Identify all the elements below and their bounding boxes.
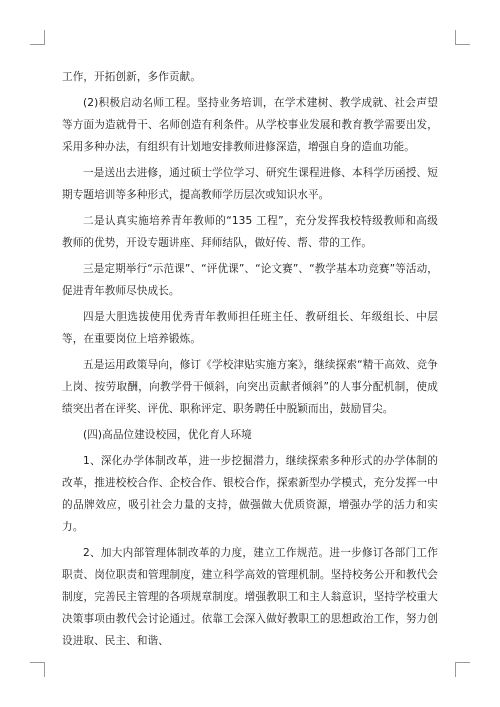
paragraph: 二是认真实施培养青年教师的“135 工程”，充分发挥我校特级教师和高级教师的优势，开设专题讲座、拜师结队，做好传、帮、带的工作。 xyxy=(62,215,438,249)
crop-mark-top-right xyxy=(455,30,470,45)
paragraph: 1、深化办学体制改革，进一步挖掘潜力，继续探索多种形式的办学体制的改革，推进校校合作、企校合作、银校合作，探索新型办学模式，充分发挥一中的品牌效应，吸引社会力量的支持，做强做大优质资源，增强办学的活力和实力。 xyxy=(62,455,438,533)
paragraph: 一是送出去进修，通过硕士学位学习、研究生课程进修、本科学历函授、短期专题培训等多种形式，提高教师学历层次或知识水平。 xyxy=(62,167,438,201)
paragraph: 2、加大内部管理体制改革的力度，建立工作规范。进一步修订各部门工作职责、岗位职责和管理制度，建立科学高效的管理机制。坚持校务公开和教代会制度，完善民主管理的各项规章制度。增强教职工和主人翁意识，坚持学校重大决策事项由教代会讨论通过。依靠工会深入做好教职工的思想政治工作，努力创设进取、民主、和谐、 xyxy=(62,547,438,647)
paragraph: 工作，开拓创新，多作贡献。 xyxy=(62,71,202,83)
paragraph: 三是定期举行“示范课”、“评优课”、“论文赛”、“教学基本功竞赛”等活动，促进青年教师尽快成长。 xyxy=(62,263,438,297)
section-heading: (四)高品位建设校园，优化育人环境 xyxy=(83,429,252,441)
crop-mark-bottom-left xyxy=(30,662,45,677)
paragraph: 四是大胆选拔使用优秀青年教师担任班主任、教研组长、年级组长、中层等，在重要岗位上培养锻炼。 xyxy=(62,311,438,345)
crop-mark-bottom-right xyxy=(455,662,470,677)
crop-mark-top-left xyxy=(30,30,45,45)
document-body xyxy=(62,66,438,656)
paragraph: 五是运用政策导向，修订《学校津贴实施方案》，继续探索“精干高效、竞争上岗、按劳取酬，向教学骨干倾斜，向突出贡献者倾斜”的人事分配机制，使成绩突出者在评奖、评优、职称评定、职务聘任中脱颖而出，鼓励冒尖。 xyxy=(62,359,438,415)
paragraph: (2)积极启动名师工程。坚持业务培训，在学术建树、教学成就、社会声望等方面为造就骨干、名师创造有利条件。从学校事业发展和教育教学需要出发，采用多种办法，有组织有计划地安排教师进修深造，增强自身的造血功能。 xyxy=(62,97,438,153)
